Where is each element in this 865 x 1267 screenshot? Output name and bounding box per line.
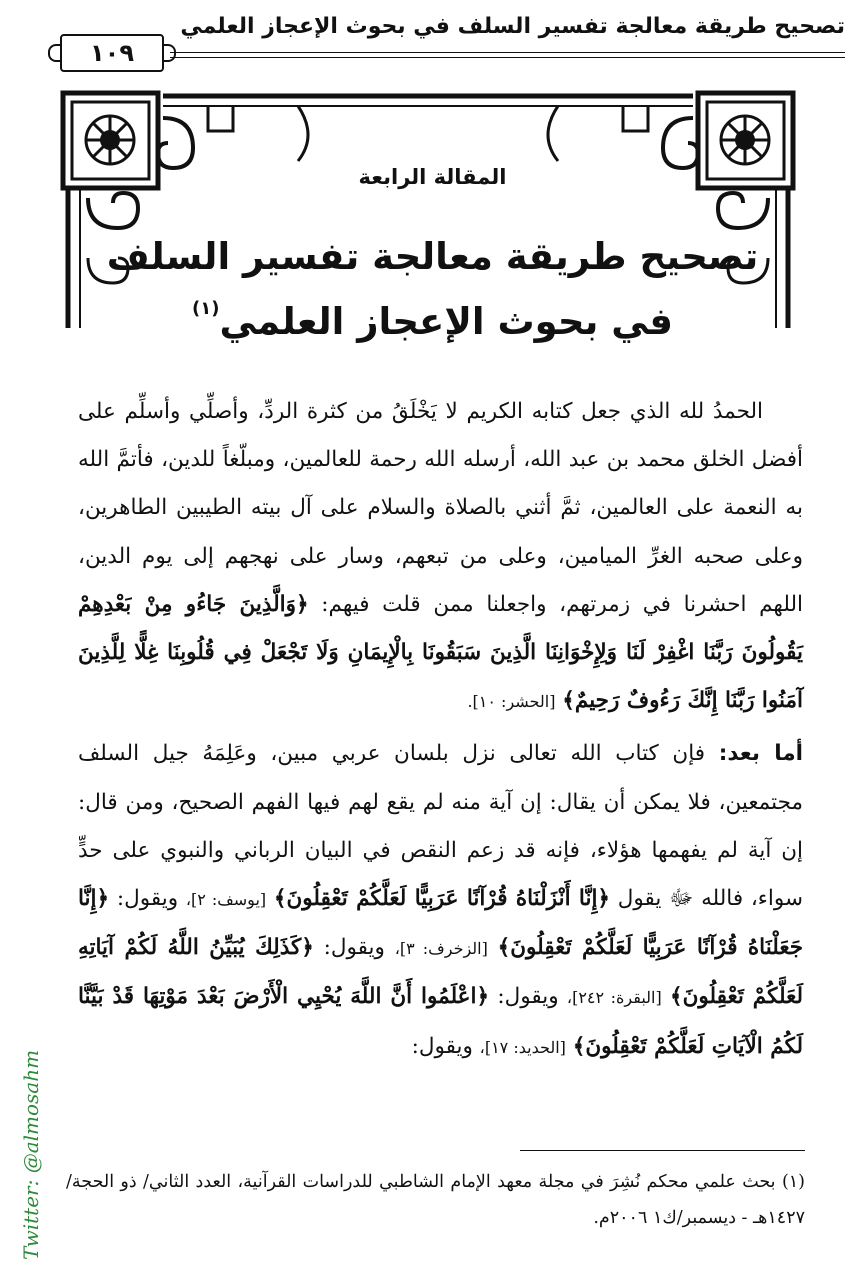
twitter-watermark — [10, 985, 50, 1265]
verse-reference: [يوسف: ٢]، — [185, 890, 267, 910]
body-text — [78, 388, 803, 1072]
article-title-line-1: تصحيح طريقة معالجة تفسير السلف — [106, 235, 759, 278]
running-header — [60, 14, 845, 67]
verse-reference: [الحشر: ١٠]. — [467, 692, 556, 712]
article-label: المقالة الرابعة — [358, 165, 507, 189]
quran-verse: ﴿كَذَلِكَ يُبَيِّنُ اللَّهُ لَكُمْ آيَاتِهِ لَعَلَّكُمْ تَعْقِلُونَ﴾ — [78, 935, 804, 1010]
verse-reference: [البقرة: ٢٤٢]، — [566, 988, 662, 1008]
watermark-text: Twitter: @almosahm — [19, 1049, 43, 1260]
footnote-rule — [520, 1150, 805, 1151]
connector-text: ويقول: — [411, 1033, 473, 1059]
verse-reference: [الزخرف: ٣]، — [394, 939, 488, 959]
quran-verse: ﴿وَالَّذِينَ جَاءُو مِنْ بَعْدِهِمْ يَقُولُونَ رَبَّنَا اغْفِرْ لَنَا وَلِإِخْوَانِنَا الَّذِينَ سَبَقُونَا بِالْإِيمَانِ وَلَا تَجْعَلْ فِي قُلُوبِنَا غِلًّا لِلَّذِينَ آمَنُوا رَبَّنَا إِنَّكَ رَءُوفٌ رَحِيمٌ﴾ — [78, 591, 803, 714]
connector-text: ويقول: — [323, 935, 385, 961]
article-title-line-2-text: في بحوث الإعجاز العلمي — [219, 300, 673, 343]
verse-reference: [الحديد: ١٧]، — [479, 1037, 566, 1057]
quran-verse: ﴿اعْلَمُوا أَنَّ اللَّهَ يُحْيِي الْأَرْضَ بَعْدَ مَوْتِهَا قَدْ بَيَّنَّا لَكُمُ الْآيَاتِ لَعَلَّكُمْ تَعْقِلُونَ﴾ — [78, 984, 803, 1059]
header-rule-secondary — [170, 57, 845, 58]
paragraph-main — [78, 730, 803, 1071]
intro-text: الحمدُ لله الذي جعل كتابه الكريم لا يَخْلَقُ من كثرة الردِّ، وأصلِّي وأسلِّم على أفضل الخلق محمد بن عبد الله، أرسله الله رحمة للعالمين، ومبلّغاً للدين، فأتمَّ الله به النعمة على العالمين، ثمَّ أثني بالصلاة والسلام على آل بيته الطيبين الطاهرين، وعلى صحبه الغرِّ الميامين، وعلى من تبعهم، وسار على نهجهم إلى يوم الدين، اللهم احشرنا في زمرتهم، واجعلنا ممن قلت فيهم: — [78, 399, 803, 617]
page-number: ١٠٩ — [60, 34, 164, 72]
connector-text: ويقول: — [116, 886, 179, 912]
connector-text: ويقول: — [497, 984, 559, 1010]
quran-verse: ﴿إِنَّا جَعَلْنَاهُ قُرْآنًا عَرَبِيًّا لَعَلَّكُمْ تَعْقِلُونَ﴾ — [78, 886, 804, 961]
footnote — [66, 1164, 805, 1236]
footnote-marker: (١) — [192, 298, 220, 319]
main-text: فإن كتاب الله تعالى نزل بلسان عربي مبين، وعَلِمَهُ جيل السلف مجتمعين، فلا يمكن أن يقال: إن آية منه لم يقع لهم فيها الفهم الصحيح، ومن قال: إن آية لم يفهمها هؤلاء، فإنه قد زعم النقص في البيان الرباني والنبوي على حدٍّ سواء، فالله ﷻ يقول — [78, 741, 804, 912]
paragraph-lead: أما بعد: — [718, 741, 803, 767]
article-title-line-2 — [0, 298, 865, 343]
quran-verse: ﴿إِنَّا أَنْزَلْنَاهُ قُرْآنًا عَرَبِيًّا لَعَلَّكُمْ تَعْقِلُونَ﴾ — [273, 886, 611, 912]
footnote-text: بحث علمي محكم نُشِرَ في مجلة معهد الإمام الشاطبي للدراسات القرآنية، العدد الثاني/ ذو الحجة/ ١٤٢٧هـ - ديسمبر/ك١ ٢٠٠٦م. — [66, 1172, 805, 1228]
paragraph-intro — [78, 388, 803, 726]
header-rule — [170, 52, 845, 53]
footnote-number: (١) — [781, 1172, 805, 1192]
running-title: تصحيح طريقة معالجة تفسير السلف في بحوث الإعجاز العلمي — [180, 14, 845, 39]
